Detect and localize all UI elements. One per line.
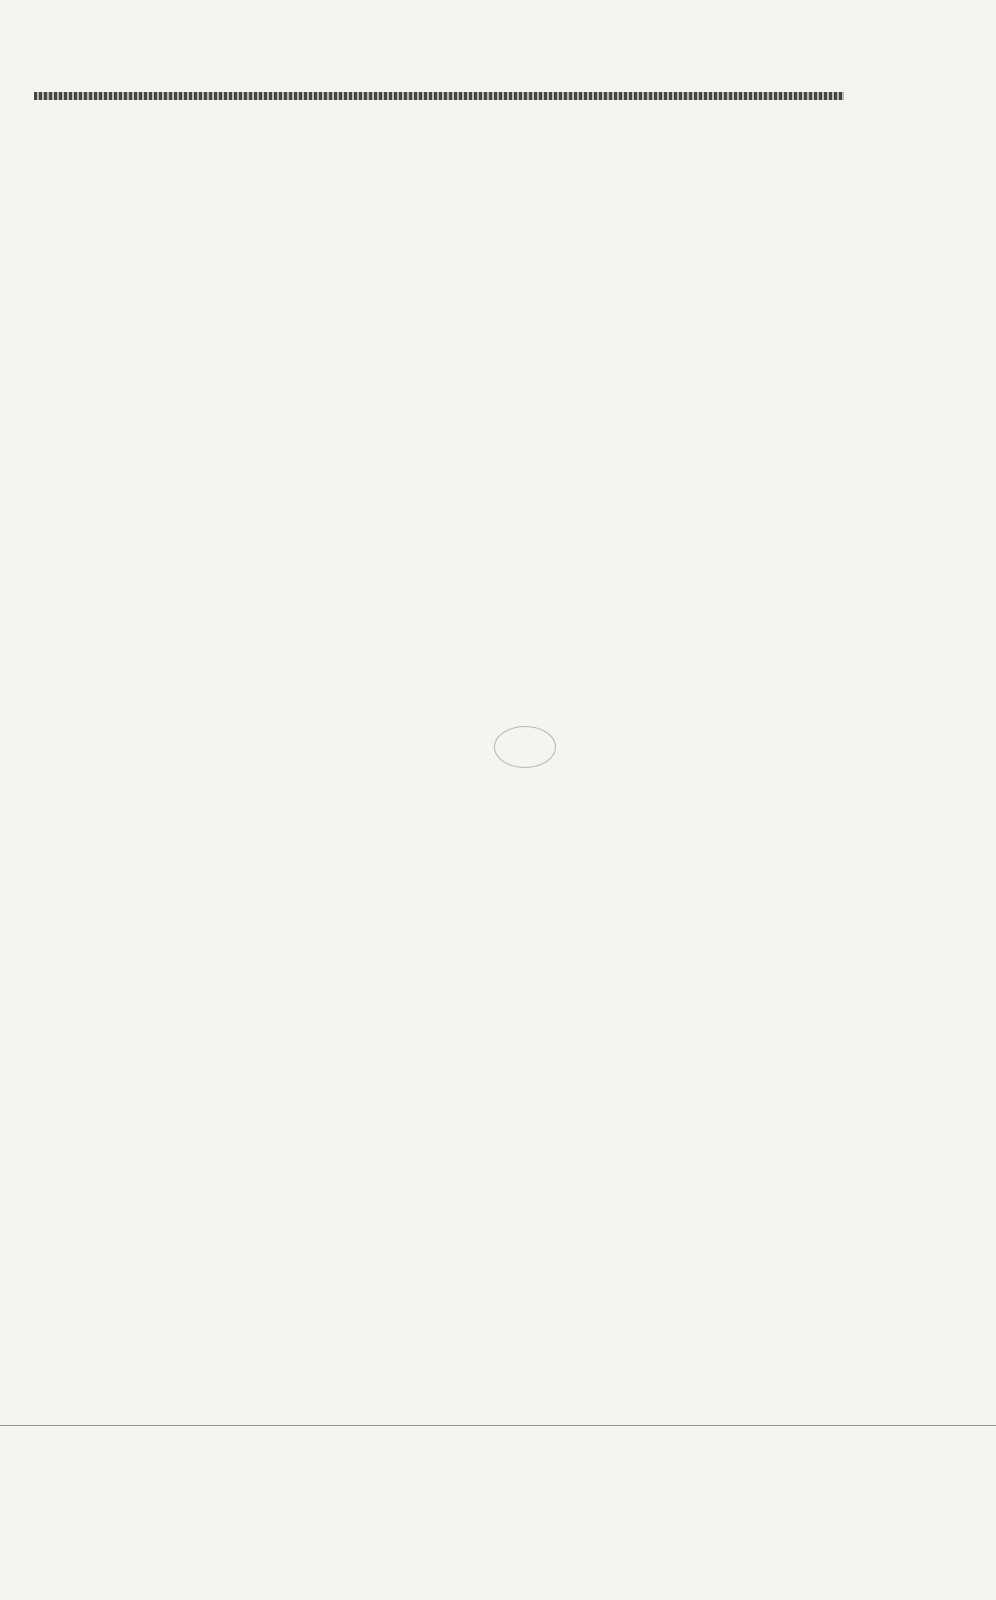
header-rule <box>34 92 844 100</box>
stamp-mark <box>494 726 556 768</box>
bottom-rule <box>0 1425 996 1426</box>
page-header <box>34 78 974 118</box>
